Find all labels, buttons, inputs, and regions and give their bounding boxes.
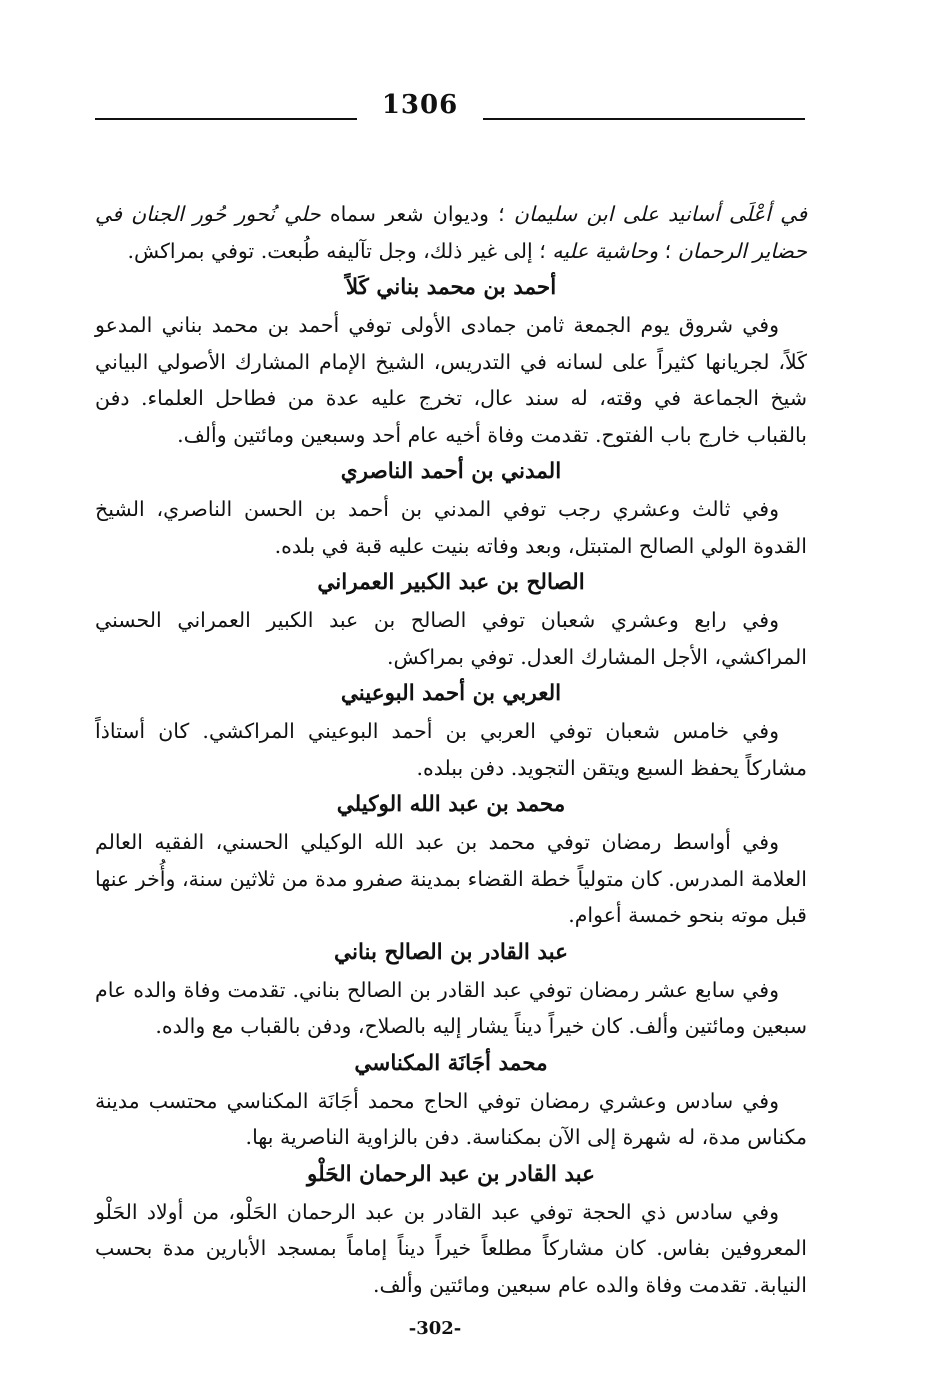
entry-title: محمد بن عبد الله الوكيلي bbox=[336, 792, 566, 817]
entry-title: عبد القادر بن الصالح بناني bbox=[334, 939, 568, 965]
intro-book-title-1: في أعْلَى أسانيد على ابن سليمان bbox=[513, 202, 807, 226]
entry-text: وفي شروق يوم الجمعة ثامن جمادى الأولى توفي أحمد بن محمد بناني المدعو كَلاً، لجريانها كثيراً على لسانه في التدريس، الشيخ الإمام المشارك الأصولي البياني شيخ الجماعة في وقته، له سند عال، تخرج عليه عدة من فطاحل العلماء. دفن بالقباب خارج باب الفتوح. تقدمت وفاة أخيه عام أحد وسبعين ومائتين وألف. bbox=[95, 313, 807, 447]
entry-title: المدني بن أحمد الناصري bbox=[340, 459, 562, 484]
entry-text: وفي رابع وعشري شعبان توفي الصالح بن عبد الكبير العمراني الحسني المراكشي، الأجل المشارك العدل. توفي بمراكش. bbox=[95, 608, 807, 669]
intro-text-2: ؛ bbox=[658, 238, 678, 263]
footer-page-number: -302- bbox=[408, 1318, 462, 1339]
entry-text: وفي سادس وعشري رمضان توفي الحاج محمد أجَانَة المكناسي محتسب مدينة مكناس مدة، له شهرة إلى الآن بمكناسة. دفن بالزاوية الناصرية بها. bbox=[95, 1088, 807, 1149]
page-number: 1306 bbox=[381, 90, 459, 120]
entry-title: محمد أجَانَة المكناسي bbox=[354, 1050, 548, 1076]
intro-book-title-3: وحاشية عليه bbox=[552, 238, 659, 263]
entry-title: الصالح بن عبد الكبير العمراني bbox=[317, 570, 585, 595]
header-rule-left bbox=[95, 118, 357, 120]
intro-book-title-2: حلي نُحور حُور الجنان في حضاير الرحمان bbox=[95, 202, 807, 263]
entry-title: عبد القادر بن عبد الرحمان الحَلْو bbox=[307, 1161, 595, 1187]
header-rule-right bbox=[483, 118, 805, 120]
intro-text-1: ؛ وديوان شعر سماه bbox=[320, 202, 514, 226]
entry-text: وفي أواسط رمضان توفي محمد بن عبد الله الوكيلي الحسني، الفقيه العالم العلامة المدرس. كان متولياً خطة القضاء بمدينة صفرو مدة من ثلاثين سنة، وأُخر عنها قبل موته بنحو خمسة أعوام. bbox=[95, 830, 807, 927]
page-body bbox=[95, 196, 807, 1303]
entry-text: وفي سادس ذي الحجة توفي عبد القادر بن عبد الرحمان الحَلْو، من أولاد الحَلْو المعروفين بفاس. كان مشاركاً مطلعاً خيراً ديناً إماماً بمسجد الأبارين مدة بحسب النيابة. تقدمت وفاة والده عام سبعين ومائتين وألف. bbox=[95, 1199, 807, 1297]
entry-text: وفي سابع عشر رمضان توفي عبد القادر بن الصالح بناني. تقدمت وفاة والده عام سبعين ومائتين وألف. كان خيراً ديناً يشار إليه بالصلاح، ودفن بالقباب مع والده. bbox=[95, 977, 807, 1038]
entry-title: العربي بن أحمد البوعيني bbox=[340, 681, 562, 706]
entry-title: أحمد بن محمد بناني كَلاً bbox=[345, 275, 557, 300]
intro-text-3: ؛ إلى غير ذلك، وجل تآليفه طُبعت. توفي بمراكش. bbox=[127, 238, 553, 263]
entry-text: وفي ثالث وعشري رجب توفي المدني بن أحمد بن الحسن الناصري، الشيخ القدوة الولي الصالح المتبتل، وبعد وفاته بنيت عليه قبة في بلده. bbox=[95, 497, 807, 558]
page-header bbox=[95, 88, 805, 128]
entry-text: وفي خامس شعبان توفي العربي بن أحمد البوعيني المراكشي. كان أستاذاً مشاركاً يحفظ السبع ويتقن التجويد. دفن ببلده. bbox=[95, 719, 807, 780]
intro-paragraph bbox=[95, 196, 807, 269]
